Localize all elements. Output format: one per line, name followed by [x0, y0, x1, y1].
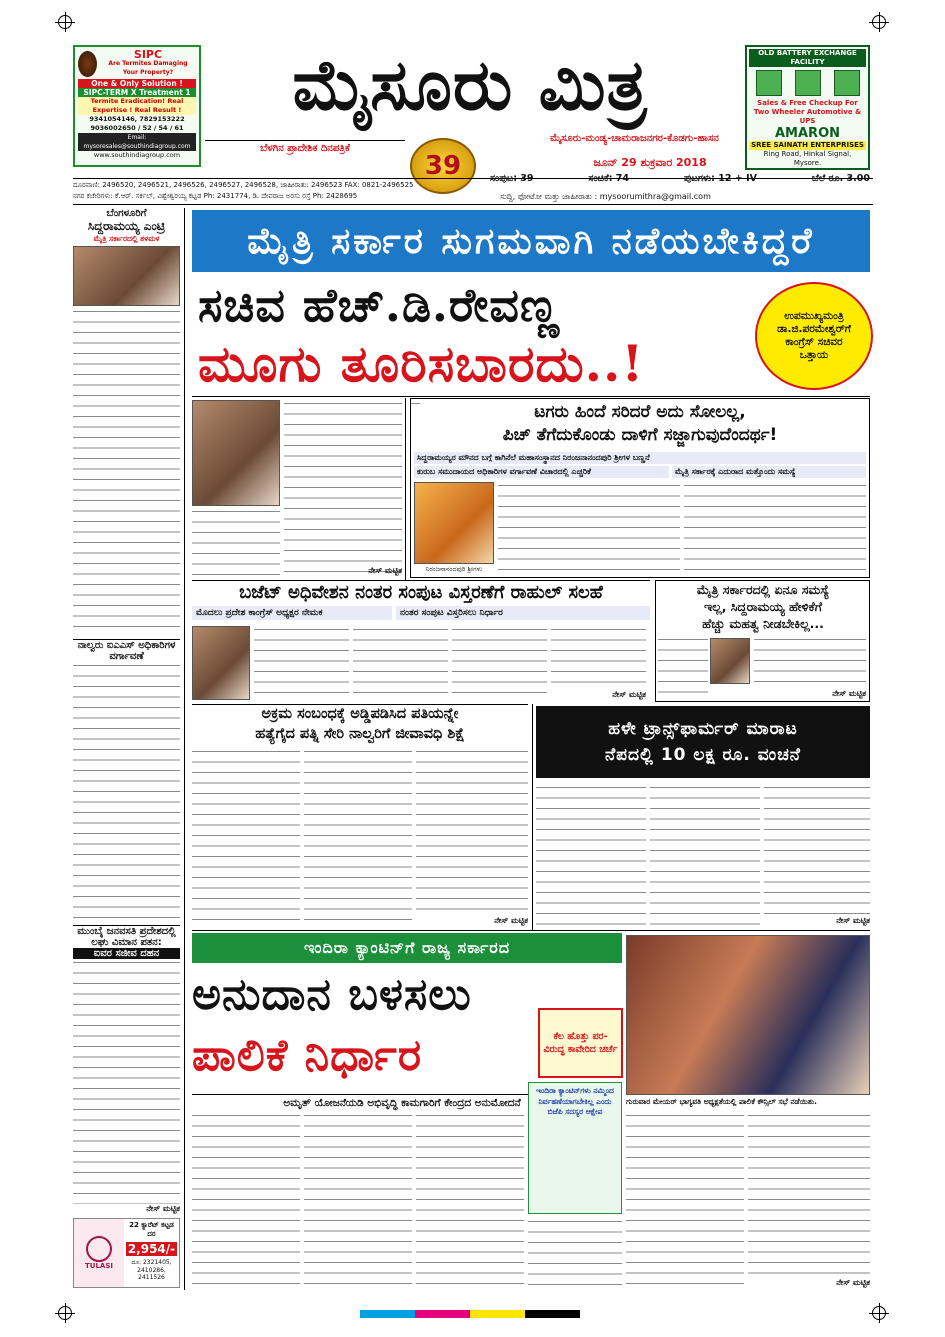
story-4-text-2	[754, 636, 866, 688]
story-2-headline-2: ಪಿಚ್ ತೆಗೆದುಕೊಂಡು ದಾಳಿಗೆ ಸಜ್ಜಾಗುವುದೆಂದರ್ಥ!	[502, 425, 778, 445]
story-6-text-1	[536, 784, 646, 928]
story-6-headline-box	[536, 706, 870, 778]
sipc-phone-2: 9036002650 / 52 / 54 / 61	[90, 124, 184, 132]
left-kicker: ಬೆಂಗಳೂರಿಗೆ	[106, 208, 147, 219]
registration-mark	[58, 1306, 72, 1320]
story-3-text-3	[452, 626, 547, 702]
jewellery-icon	[86, 1236, 112, 1262]
left-headline-1: ಸಿದ್ದರಾಮಯ್ಯ ಎಂಟ್ರಿ	[87, 219, 166, 233]
story-3-bullet-1: ಮೊದಲು ಪ್ರದೇಶ ಕಾಂಗ್ರೆಸ್ ಅಧ್ಯಕ್ಷರ ನೇಮಕ	[192, 606, 392, 620]
termite-logo-icon	[78, 51, 97, 77]
registration-mark	[872, 15, 886, 29]
swamiji-caption: ನಿರಂಜನಾನಂದಪುರಿ ಶ್ರೀಗಳು	[425, 565, 483, 573]
story-5-credit: ನೇಸ್ ಮಟ್ಟಿಕ	[494, 916, 528, 925]
story-7-credit: ನೇಸ್ ಮಟ್ಟಿಕ	[836, 1278, 870, 1287]
story-7-banner: ಇಂದಿರಾ ಕ್ಯಾಂಟಿನ್‌ಗೆ ರಾಜ್ಯ ಸರ್ಕಾರದ	[192, 933, 622, 963]
story-7-headline-2: ಪಾಲಿಕೆ ನಿರ್ಧಾರ	[192, 1030, 423, 1081]
story-5-text-1	[192, 748, 300, 928]
divider	[73, 204, 873, 205]
color-calibration-bar	[360, 1310, 580, 1318]
story-7-text-4	[528, 1218, 622, 1290]
tulasi-advert	[73, 1218, 180, 1288]
issue-info-bar	[490, 173, 870, 184]
left-headline-2: ನಾಲ್ವರು ಐಎಎಸ್ ಅಧಿಕಾರಿಗಳ ವರ್ಗಾವಣೆ	[73, 639, 180, 662]
story-4-headline-2: ಇಲ್ಲ, ಸಿದ್ದರಾಮಯ್ಯ ಹೇಳಿಕೆಗೆ	[703, 599, 822, 614]
left-column	[73, 208, 185, 1290]
story-5-headline-1: ಅಕ್ರಮ ಸಂಬಂಧಕ್ಕೆ ಅಡ್ಡಿಪಡಿಸಿದ ಪತಿಯನ್ನೇ	[261, 706, 459, 722]
sipc-email: Email: mysoresales@southindiagroup.com	[78, 133, 196, 151]
divider	[192, 704, 528, 705]
battery-icon	[795, 70, 821, 96]
column-rule	[405, 398, 406, 580]
story-7-subhead: ಅಮೃತ್ ಯೋಜನೆಯಡಿ ಅಭಿವೃದ್ಧಿ ಕಾಮಗಾರಿಗೆ ಕೇಂದ್ರದ ಅನುಮೋದನೆ	[192, 1094, 612, 1110]
amaron-advert	[745, 45, 870, 170]
story-2-headline-1: ಟಗರು ಹಿಂದೆ ಸರಿದರೆ ಅದು ಸೋಲಲ್ಲ,	[534, 402, 746, 422]
swamiji-photo	[414, 482, 494, 564]
amaron-top-line: OLD BATTERY EXCHANGE FACILITY	[749, 49, 866, 67]
sipc-phone-1: 9341054146, 7829153222	[89, 115, 185, 123]
deputy-cm-badge: ಉಪಮುಖ್ಯಮಂತ್ರಿ ಡಾ.ಜಿ.ಪರಮೇಶ್ವರ್‌ಗೆ ಕಾಂಗ್ರೆಸ್ ಸಚಿವರ ಒತ್ತಾಯ	[755, 282, 873, 390]
divider	[192, 396, 870, 397]
contact-email: ಸುದ್ದಿ, ಫೋಟೋ ಮತ್ತು ಜಾಹೀರಾತು : mysoorumithra@gmail.com	[500, 192, 711, 201]
registration-mark	[872, 1306, 886, 1320]
volume: ಸಂಪುಟ: 39	[490, 173, 534, 184]
siddaramaiah-photo	[73, 246, 180, 306]
tulasi-price: 2,954/-	[127, 1242, 176, 1256]
price: ಬೆಲೆ ರೂ. 3.00	[811, 173, 870, 184]
battery-icon	[756, 70, 782, 96]
tulasi-brand: TULASI	[85, 1262, 113, 1270]
sipc-web: www.southindiagroup.com	[93, 151, 181, 159]
divider	[192, 930, 870, 931]
story-5-text-2	[304, 748, 412, 928]
left-headline-3b: ಐವರ ಸಜೀವ ದಹನ	[73, 948, 180, 959]
lead-credit: ನೇಸ್ ಮಟ್ಟಿಕ	[368, 566, 402, 575]
story-4-text-1	[658, 636, 708, 698]
story-7-text-5	[626, 1112, 744, 1290]
story-2-bullet-3: ಮೈತ್ರಿ ಸರ್ಕಾರಕ್ಕೆ ಎದುರಾದ ಮತ್ತೊಂದು ಸಮಸ್ಯೆ	[672, 466, 866, 478]
story-2-bullet-1: ಸಿದ್ದರಾಮಯ್ಯರ ಮೌನದ ಬಗ್ಗೆ ಕಾಗಿನೆಲೆ ಮಹಾಸಂಸ್ಥಾನದ ನಿರಂಜನಾನಂದಪುರಿ ಶ್ರೀಗಳ ಬಣ್ಣನೆ	[414, 452, 866, 464]
story-4-credit: ನೇಸ್ ಮಟ್ಟಿಕ	[832, 689, 866, 698]
council-meeting-photo	[626, 935, 870, 1095]
divider	[192, 580, 650, 581]
story-7-headline-1: ಅನುದಾನ ಬಳಸಲು	[192, 969, 472, 1020]
council-photo-caption: ಗುರುವಾರ ಮೇಯರ್ ಭಾಗ್ಯವತಿ ಅಧ್ಯಕ್ಷತೆಯಲ್ಲಿ ಪಾಲಿಕೆ ಕೌನ್ಸಿಲ್ ಸಭೆ ನಡೆಯಿತು.	[626, 1097, 817, 1106]
lead-headline-1: ಸಚಿವ ಹೆಚ್.ಡಿ.ರೇವಣ್ಣ	[198, 278, 560, 332]
left-subhead-1: ಮೈತ್ರಿ ಸರ್ಕಾರದಲ್ಲಿ ತಳಮಳ	[93, 234, 160, 243]
tulasi-text: 22 ಕ್ಯಾರೆಟ್ ಕಟ್ಟಡ ದರ	[129, 1221, 174, 1238]
story-7-text-6	[748, 1112, 870, 1278]
left-story-2-text	[73, 662, 180, 922]
devegowda-photo	[710, 638, 750, 684]
story-2-bullet-2: ಕುರುಬ ಸಮುದಾಯದ ಅಧಿಕಾರಿಗಳ ವರ್ಗಾವಣೆ ವಿಚಾರದಲ್ಲಿ ಎಚ್ಚರಿಕೆ	[414, 466, 669, 478]
story-6-headline-1: ಹಳೇ ಟ್ರಾನ್ಸ್‌ಫಾರ್ಮರ್ ಮಾರಾಟ	[608, 719, 798, 739]
registration-mark	[58, 15, 72, 29]
story-4-headline-3: ಹೆಚ್ಚು ಮಹತ್ವ ನೀಡಬೇಕಿಲ್ಲ...	[702, 616, 824, 631]
story-7-text-1	[192, 1112, 300, 1290]
story-3-text-4	[551, 626, 646, 692]
story-2-text-1	[498, 482, 680, 574]
story-6-text-2	[650, 784, 760, 928]
battery-icon	[834, 70, 860, 96]
amaron-line-1: Sales & Free Checkup For	[757, 99, 858, 107]
page-count: ಪುಟಗಳು: 12 + IV	[683, 173, 757, 184]
story-3-credit: ನೇಸ್ ಮಟ್ಟಿಕ	[612, 690, 646, 699]
story-5-text-3	[416, 748, 528, 916]
lead-text-col-0	[192, 508, 280, 580]
story-2-text-2	[684, 482, 866, 574]
story-7-text-2	[304, 1112, 412, 1290]
sipc-solution: One & Only Solution !	[78, 79, 196, 88]
lead-headline-2: ಮೂಗು ತೂರಿಸಬಾರದು..!	[198, 334, 645, 393]
tulasi-phone: ದೂ: 2321405, 2410286, 2411526	[131, 1259, 172, 1281]
story-6-text-3	[764, 784, 870, 916]
issue-date: ಜೂನ್ 29 ಶುಕ್ರವಾರ 2018	[593, 156, 707, 169]
contact-phones: ದೂರವಾಣಿ: 2496520, 2496521, 2496526, 2496527, 2496528, ಜಾಹೀರಾತು: 2496523 FAX: 0821-2496525	[73, 181, 414, 189]
sipc-advert	[73, 45, 201, 167]
left-headline-3: ಮುಂಬೈ ಜನವಸತಿ ಪ್ರದೇಶದಲ್ಲಿ ಲಘು ವಿಮಾನ ಪತನ:	[73, 925, 180, 948]
revanna-photo	[192, 400, 280, 506]
rahul-photo	[192, 626, 250, 700]
sipc-result: Termite Eradication! Real Expertise ! Real Result !	[78, 97, 196, 115]
newspaper-tagline: ಬೆಳಗಿನ ಪ್ರಾದೇಶಿಕ ದಿನಪತ್ರಿಕೆ	[205, 140, 405, 154]
lead-banner: ಮೈತ್ರಿ ಸರ್ಕಾರ ಸುಗಮವಾಗಿ ನಡೆಯಬೇಕಿದ್ದರೆ	[192, 210, 870, 272]
amaron-dealer: SREE SAINATH ENTERPRISES	[749, 141, 866, 150]
left-story-1-text	[73, 308, 180, 636]
column-rule	[532, 704, 533, 930]
story-3-text-2	[353, 626, 448, 702]
anniversary-number: 39	[424, 151, 462, 181]
story-5-headline-2: ಹತ್ಯೆಗೈದ ಪತ್ನಿ ಸೇರಿ ನಾಲ್ವರಿಗೆ ಜೀವಾವಧಿ ಶಿಕ್ಷೆ	[255, 726, 465, 742]
story-6-credit: ನೇಸ್ ಮಟ್ಟಿಕ	[836, 916, 870, 925]
story-3-headline: ಬಜೆಟ್ ಅಧಿವೇಶನ ನಂತರ ಸಂಪುಟ ವಿಸ್ತರಣೆಗೆ ರಾಹುಲ್ ಸಲಹೆ	[239, 582, 603, 603]
amaron-address: Ring Road, Hinkal Signal, Mysore.	[763, 150, 852, 167]
story-7-text-3	[416, 1112, 524, 1290]
amaron-brand: AMARON	[775, 126, 840, 141]
sipc-tagline: Are Termites Damaging Your Property?	[108, 60, 188, 76]
left-credit: ನೇಸ್ ಮಟ್ಟಿಕ	[146, 1204, 180, 1213]
left-story-3-text	[73, 959, 180, 1204]
office-address: ನಗರ ಕಚೇರಿಗಳು: ಕೆ.ಆರ್. ಸರ್ಕಲ್, ವಿಶ್ವೇಶ್ವರಯ್ಯ ಕಟ್ಟಡ Ph: 2431774, ಡಿ. ದೇವರಾಜ ಅರಸು ರಸ್ತೆ Ph: 2428695	[73, 192, 358, 200]
amaron-line-2: Two Wheeler Automotive & UPS	[753, 108, 862, 125]
story-3-bullet-2: ನಂತರ ಸಂಪುಟ ವಿಸ್ತರಿಸಲು ನಿರ್ಧಾರ	[396, 606, 650, 620]
story-7-quote-box: ಇಂದಿರಾ ಕ್ಯಾಂಟಿನ್‌ಗಳು ನಮ್ಮಿಂದ ನಿರ್ವಹಣೆಯಾಗಬೇಕಿಲ್ಲ ಎಂದು ಬಿಜೆಪಿ ಸದಸ್ಯರ ಆಕ್ಷೇಪ	[528, 1082, 622, 1214]
story-4-headline-1: ಮೈತ್ರಿ ಸರ್ಕಾರದಲ್ಲಿ ಏನೂ ಸಮಸ್ಯೆ	[696, 582, 830, 597]
newspaper-subtitle: ಮೈಸೂರು-ಮಂಡ್ಯ-ಚಾಮರಾಜನಗರ-ಕೊಡಗು-ಹಾಸನ	[550, 133, 719, 144]
sipc-treatment: SIPC-TERM X Treatment 1	[78, 88, 196, 97]
sipc-brand: SIPC	[133, 48, 163, 61]
story-7-callout: ಕೆಲ ಹೊತ್ತು ಪರ-ವಿರುದ್ಧ ಕಾವೇರಿದ ಚರ್ಚೆ	[538, 1008, 623, 1078]
lead-text-col-1	[284, 400, 402, 580]
story-3-text-1	[254, 626, 349, 702]
issue-number: ಸಂಚಿಕೆ: 74	[588, 173, 630, 184]
newspaper-title: ಮೈಸೂರು ಮಿತ್ರ	[292, 43, 648, 126]
story-6-headline-2: ನೆಪದಲ್ಲಿ 10 ಲಕ್ಷ ರೂ. ವಂಚನೆ	[605, 745, 801, 765]
